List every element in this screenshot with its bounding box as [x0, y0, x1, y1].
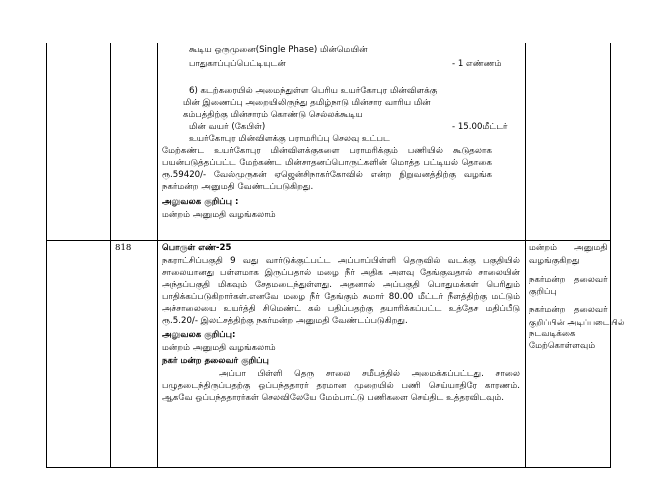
decision-line1b: அனுமதி	[574, 243, 608, 253]
row1-para-line2: பயன்படுத்தப்பட்ட மேற்கண்ட மின்சாதனப்பொருட்களின் மொத்த பட்டியல் தொகை	[162, 158, 492, 168]
row1-office-note: மன்றம் அனுமதி வழங்கலாம்	[162, 210, 276, 220]
table-col-divider-2	[157, 43, 158, 468]
item6-line3: கம்பத்திற்கு மின்சாரம் கொண்டு செல்லக்கூடிய	[183, 110, 363, 120]
table-row-divider	[46, 240, 611, 241]
item6-line1: 6) கடற்கரையில் அமைந்துள்ள பெரிய உயர்கோபுர மின்விளக்கு	[189, 86, 438, 96]
table-col-divider-1	[110, 43, 111, 468]
decision-line7: நடவடிக்கை	[529, 329, 576, 339]
row2-para-line1: நகராட்சிப்பகுதி 9 வது வார்டுக்குட்பட்ட அப்பாப்பிள்ளி தெருவில் வடக்கு பகுதியில்	[162, 256, 520, 266]
row2-para-line2: சாலையானது பள்ளமாக இருப்பதால் மழை நீர் அதிக அளவு தேங்குவதால் சாலையின்	[162, 268, 520, 278]
row2-para-line5: அச்சாலையை உயர்த்தி சிமெண்ட் கல் பதிப்பதற்கு தயாரிக்கப்பட்ட உத்தேச மதிப்பீடு	[162, 304, 520, 314]
item6-quantity: - 15.00மீட்டர்	[452, 122, 508, 132]
item5-line2: பாதுகாப்புப்பெட்டியுடன்	[189, 59, 286, 69]
row1-para-line4: நகர்மன்ற அனுமதி வேண்டப்படுகிறது.	[162, 182, 314, 192]
item5-quantity: - 1 எண்ணம்	[452, 59, 502, 69]
row2-chair-para-line1: அப்பா பிள்ளி தெரு சாலை சமீபத்தில் அமைக்கப்பட்டது. சாலை	[219, 369, 520, 379]
row2-office-note-label: அலுவலக குறிப்பு:	[162, 330, 236, 340]
table-border-bottom	[46, 467, 611, 468]
decision-line6: குறிப்பின் அடிப்படையில்	[529, 317, 625, 327]
row2-para-line4: பாதிக்கப்படுகிறார்கள்.எனவே மழை நீர் தேங்கும் சுமார் 80.00 மீட்டர் நீளத்திற்கு மட்டும்	[162, 292, 520, 302]
row2-chair-para-line2: பழுதடைந்திருப்பதற்கு ஒப்பந்ததாரர் தரமான முறையில் பணி செய்யாதிரே காரணம்.	[162, 381, 520, 391]
item6-line2: மின் இணைப்பு அறையிலிருந்து தமிழ்நாடு மின்சார வாரிய மின்	[183, 98, 431, 108]
row2-para-line3: அந்தப்பகுதி மிகவும் சேதமடைந்துள்ளது. அதனால் அப்பகுதி பொதுமக்கள் பெரிதும்	[162, 280, 520, 290]
row2-subject: பொருள் எண்-25	[162, 243, 232, 253]
row2-serial-number: 818	[115, 243, 132, 253]
item6-line4: மின் வயர் (கேபிள்)	[189, 122, 266, 132]
item5-line1: கூடிய ஒருமுனை(Single Phase) மின்மெயின்	[189, 45, 368, 55]
row2-office-note: மன்றம் அனுமதி வழங்கலாம்	[162, 343, 276, 353]
decision-line1a: மன்றம்	[529, 243, 558, 253]
decision-line3a: நகர்மன்ற	[529, 275, 566, 285]
item6-line5: உயர்கோபுர மின்விளக்கு பராமரிப்பு செலவு உட்பட	[189, 134, 390, 144]
table-border-right	[610, 43, 611, 468]
decision-line5b: தலைவர்	[574, 305, 608, 315]
row2-para-line6: ரூ.5.20/- இலட்சத்திற்கு நகர்மன்ற அனுமதி வேண்டப்படுகிறது.	[162, 316, 408, 326]
row1-para-line1: மேற்கண்ட உயர்கோபுர மின்விளக்குகளை பராமரிக்கும் பணியில் கூடுதலாக	[162, 146, 492, 156]
decision-line2: வழங்குகிறது	[529, 256, 580, 266]
decision-line4: குறிப்பு	[529, 287, 557, 297]
table-col-divider-3	[525, 43, 526, 468]
row2-chair-note-label: நகர் மன்ற தலைவர் குறிப்பு	[162, 356, 269, 366]
decision-line8: மேற்கொள்ளவும்	[529, 341, 596, 351]
row1-para-line3: ரூ.59420/- வேல்முருகன் ஏஜென்சிநாகர்கோவில் என்ற நிறுவனத்திற்கு வழங்க	[162, 170, 492, 180]
decision-line5a: நகர்மன்ற	[529, 305, 566, 315]
row2-chair-para-line3: ஆகவே ஒப்பந்ததாரர்கள் செலவிலேயே மேம்பாட்டு பணிகளை செய்திட உத்தரவிடவும்.	[162, 393, 505, 403]
decision-line3b: தலைவர்	[574, 275, 608, 285]
row1-office-note-label: அலுவலக குறிப்பு :	[162, 197, 239, 207]
table-border-left	[46, 43, 47, 468]
